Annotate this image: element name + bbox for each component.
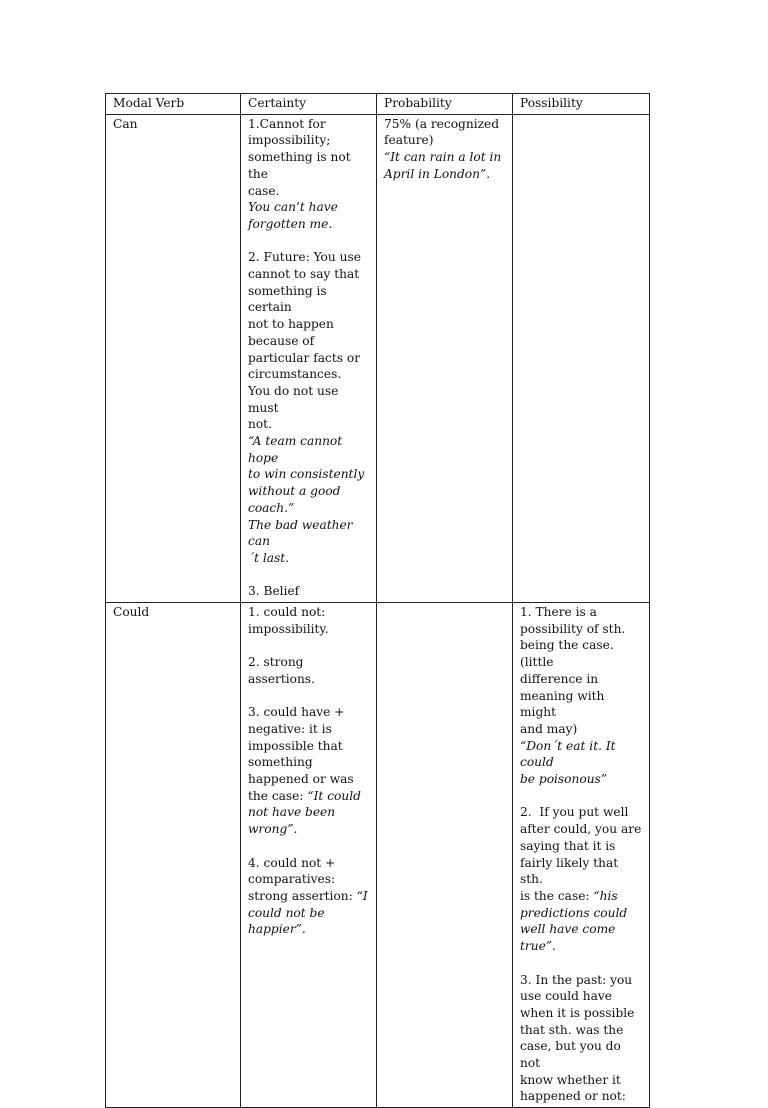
cell-text: The bad weather can	[248, 517, 357, 549]
probability-cell	[377, 114, 513, 602]
cell-text: when it is possible	[520, 1005, 635, 1020]
cell-text-line	[520, 1088, 643, 1105]
cell-text: negative: it is	[248, 721, 332, 736]
cell-text-line	[520, 637, 643, 670]
cell-text-line	[248, 333, 370, 350]
certainty-cell	[241, 603, 377, 1108]
cell-text: case, but you do not	[520, 1039, 625, 1071]
cell-text: 3. could have +	[248, 705, 345, 720]
cell-text: not.	[248, 417, 272, 432]
cell-text: something is not the	[248, 150, 355, 181]
cell-text: particular facts or	[248, 350, 361, 365]
blank-line	[520, 955, 643, 972]
cell-text-line	[248, 500, 370, 517]
cell-text-line	[520, 688, 643, 721]
header-certainty: Certainty	[241, 94, 377, 115]
cell-text: because of	[248, 333, 315, 348]
cell-text-line	[248, 216, 370, 233]
cell-text-line	[248, 921, 370, 938]
table-row-can	[106, 114, 650, 602]
cell-text-line	[520, 721, 643, 738]
cell-text-line	[520, 921, 643, 938]
table-header-row	[106, 94, 650, 115]
cell-text: predictions could	[520, 905, 628, 920]
cell-text-line	[248, 855, 370, 872]
cell-text-line	[520, 671, 643, 688]
cell-text-line	[520, 888, 643, 905]
cell-text-line	[248, 821, 370, 838]
cell-text-line	[248, 754, 370, 771]
cell-text: “A team cannot hope	[248, 434, 347, 465]
cell-text-line	[248, 771, 370, 788]
blank-line	[248, 567, 370, 584]
cell-text-line	[520, 838, 643, 855]
cell-text: wrong”.	[248, 822, 298, 837]
cell-text-line	[248, 433, 370, 466]
cell-text-line	[520, 771, 643, 788]
verb-cell: Could	[106, 603, 241, 1108]
table-row-could	[106, 603, 650, 1108]
cell-text-line	[248, 316, 370, 333]
cell-text: comparatives:	[248, 872, 336, 887]
header-possibility: Possibility	[513, 94, 650, 115]
possibility-cell	[513, 603, 650, 1108]
cell-text: case.	[248, 183, 280, 198]
cell-text-line	[384, 116, 506, 133]
cell-text: true”.	[520, 939, 556, 954]
cell-text-line	[248, 116, 370, 133]
cell-text: not have been	[248, 805, 336, 820]
cell-text-line	[248, 483, 370, 500]
cell-text-line	[248, 366, 370, 383]
cell-text-line	[248, 550, 370, 567]
cell-text-line	[248, 283, 370, 316]
cell-text-line	[248, 871, 370, 888]
cell-text: feature)	[384, 133, 434, 148]
cell-text: is the case:	[520, 889, 594, 903]
cell-text: impossibility.	[248, 621, 329, 636]
cell-text-line	[248, 416, 370, 433]
cell-text: ´t last.	[248, 550, 290, 565]
cell-text: coach.”	[248, 500, 295, 515]
cell-text: impossible that	[248, 738, 343, 753]
cell-text: happier”.	[248, 922, 306, 937]
blank-line	[248, 838, 370, 855]
cell-text-line	[248, 183, 370, 200]
cell-text-line	[248, 383, 370, 416]
cell-text: You can’t have	[248, 200, 338, 215]
cell-text-line	[520, 972, 643, 989]
cell-text-line	[248, 466, 370, 483]
cell-text: difference in	[520, 671, 599, 686]
cell-text-line	[248, 905, 370, 922]
cell-text-line	[248, 738, 370, 755]
cell-text-line	[520, 855, 643, 888]
cell-text: be poisonous”	[520, 772, 608, 787]
cell-text-line	[384, 149, 506, 166]
cell-text: 1.Cannot for	[248, 116, 326, 131]
cell-text-line	[384, 132, 506, 149]
cell-text: cannot to say that	[248, 267, 360, 282]
cell-text-line	[520, 621, 643, 638]
cell-text: “It can rain a lot in	[384, 150, 502, 165]
cell-text-line	[248, 604, 370, 621]
cell-text-line	[248, 621, 370, 638]
probability-cell	[377, 603, 513, 1108]
cell-text-line	[248, 517, 370, 550]
cell-text: circumstances.	[248, 367, 342, 382]
cell-text: meaning with might	[520, 688, 609, 720]
cell-text: without a good	[248, 484, 341, 499]
cell-text-line	[520, 1005, 643, 1022]
cell-text-line	[248, 199, 370, 216]
cell-text: happened or was	[248, 772, 354, 787]
cell-text-line	[520, 604, 643, 621]
cell-text-line	[520, 804, 643, 821]
cell-text: 1. There is a	[520, 605, 597, 620]
cell-text: something is certain	[248, 283, 331, 315]
cell-text: saying that it is	[520, 838, 616, 853]
cell-text-line	[520, 1038, 643, 1071]
cell-text-line	[248, 888, 370, 905]
cell-text-line	[520, 738, 643, 771]
cell-text-line	[520, 821, 643, 838]
cell-text: use could have	[520, 989, 612, 1004]
cell-text: that sth. was the	[520, 1022, 624, 1037]
cell-text: 75% (a recognized	[384, 116, 500, 131]
header-modal-verb: Modal Verb	[106, 94, 241, 115]
cell-text: 2. strong assertions.	[248, 655, 315, 686]
cell-text-line	[248, 149, 370, 182]
cell-text: to win consistently	[248, 467, 365, 482]
cell-text-line	[520, 988, 643, 1005]
modal-verbs-table	[105, 93, 650, 1108]
cell-text: April in London”.	[384, 166, 491, 181]
cell-text: 2. Future: You use	[248, 250, 361, 265]
cell-text-line	[520, 938, 643, 955]
cell-text-line	[248, 249, 370, 266]
cell-text: well have come	[520, 922, 616, 937]
cell-text: 3. Belief	[248, 584, 300, 599]
cell-text-italic: “I	[356, 888, 368, 903]
cell-text: possibility of sth.	[520, 621, 626, 636]
cell-text: impossibility;	[248, 133, 331, 148]
cell-text: 2. If you put well	[520, 805, 629, 820]
blank-line	[520, 788, 643, 805]
cell-text: and may)	[520, 721, 578, 736]
cell-text: You do not use must	[248, 383, 343, 415]
cell-text-line	[248, 704, 370, 721]
header-probability: Probability	[377, 94, 513, 115]
cell-text: 1. could not:	[248, 605, 326, 620]
cell-text-line	[248, 132, 370, 149]
blank-line	[248, 688, 370, 705]
cell-text-line	[248, 583, 370, 600]
certainty-cell	[241, 114, 377, 602]
cell-text-line	[248, 721, 370, 738]
cell-text: not to happen	[248, 317, 334, 332]
cell-text-line	[520, 905, 643, 922]
cell-text-line	[248, 788, 370, 805]
cell-text: fairly likely that sth.	[520, 855, 622, 887]
cell-text: know whether it	[520, 1072, 621, 1087]
cell-text: 4. could not +	[248, 855, 336, 870]
cell-text: something	[248, 755, 313, 770]
cell-text-italic: “his	[593, 889, 618, 903]
cell-text: after could, you are	[520, 822, 642, 837]
cell-text-line	[520, 1072, 643, 1089]
cell-text: the case:	[248, 788, 308, 803]
cell-text-italic: “It could	[307, 788, 361, 803]
cell-text: could not be	[248, 905, 325, 920]
blank-line	[248, 233, 370, 250]
cell-text: being the case. (little	[520, 638, 618, 670]
cell-text: happened or not:	[520, 1089, 626, 1104]
cell-text: 3. In the past: you	[520, 972, 633, 987]
cell-text: forgotten me.	[248, 216, 333, 231]
cell-text-line	[248, 654, 370, 687]
possibility-cell	[513, 114, 650, 602]
blank-line	[248, 637, 370, 654]
verb-cell: Can	[106, 114, 241, 602]
cell-text-line	[248, 804, 370, 821]
cell-text-line	[248, 266, 370, 283]
cell-text-line	[248, 350, 370, 367]
cell-text: “Don´t eat it. It could	[520, 738, 620, 770]
cell-text-line	[384, 166, 506, 183]
cell-text: strong assertion:	[248, 888, 357, 903]
cell-text-line	[520, 1022, 643, 1039]
